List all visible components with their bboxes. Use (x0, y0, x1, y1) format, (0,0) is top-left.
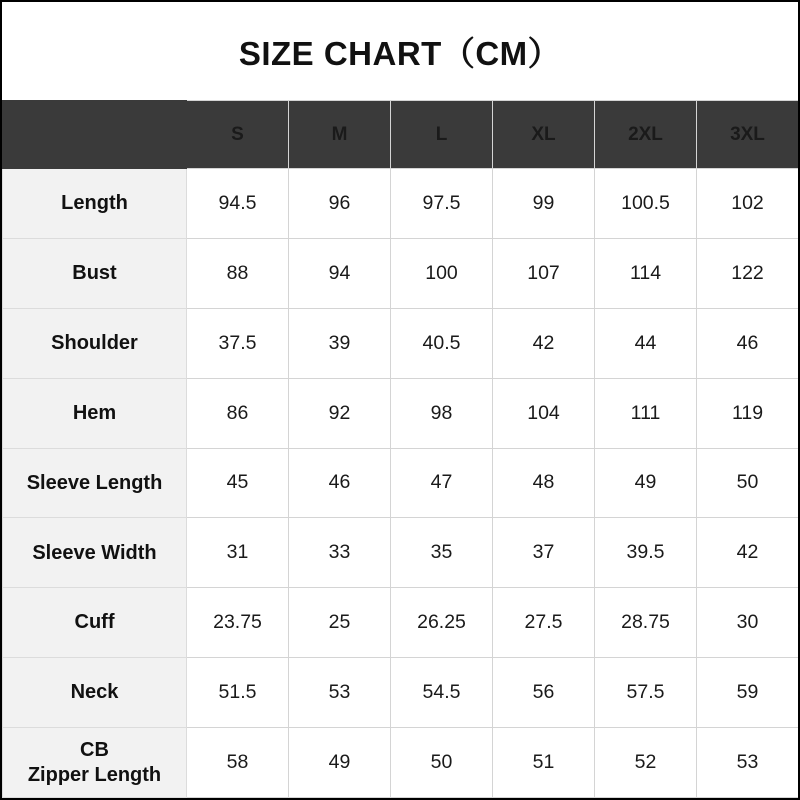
cell-sleeve-width-s: 31 (187, 518, 289, 588)
cell-shoulder-m: 39 (289, 308, 391, 378)
cell-shoulder-xl: 42 (493, 308, 595, 378)
row-label-cuff: Cuff (3, 588, 187, 658)
page-title: SIZE CHART（CM） (238, 34, 562, 72)
cell-neck-xl: 56 (493, 658, 595, 728)
cell-length-3xl: 102 (697, 169, 799, 239)
cell-cb-zipper-length-s: 58 (187, 728, 289, 798)
cell-length-s: 94.5 (187, 169, 289, 239)
cell-sleeve-length-s: 45 (187, 448, 289, 518)
row-label-line-1: CB (80, 739, 109, 762)
cell-hem-2xl: 111 (595, 378, 697, 448)
column-header-l: L (391, 101, 493, 169)
table-row (3, 238, 799, 308)
cell-cuff-3xl: 30 (697, 588, 799, 658)
cell-sleeve-width-2xl: 39.5 (595, 518, 697, 588)
cell-sleeve-width-xl: 37 (493, 518, 595, 588)
header-corner-cell (3, 101, 187, 169)
table-row (3, 518, 799, 588)
table-row (3, 658, 799, 728)
cell-cb-zipper-length-l: 50 (391, 728, 493, 798)
table-row (3, 728, 799, 798)
chart-title-bar (2, 2, 798, 100)
cell-bust-3xl: 122 (697, 238, 799, 308)
cell-cuff-s: 23.75 (187, 588, 289, 658)
cell-hem-m: 92 (289, 378, 391, 448)
header-row (3, 101, 799, 169)
cell-neck-l: 54.5 (391, 658, 493, 728)
table-body (3, 169, 799, 798)
cell-sleeve-width-l: 35 (391, 518, 493, 588)
table-row (3, 588, 799, 658)
cell-hem-l: 98 (391, 378, 493, 448)
row-label-sleeve-width: Sleeve Width (3, 518, 187, 588)
column-header-s: S (187, 101, 289, 169)
cell-sleeve-width-m: 33 (289, 518, 391, 588)
cell-cuff-m: 25 (289, 588, 391, 658)
table-row (3, 308, 799, 378)
cell-length-l: 97.5 (391, 169, 493, 239)
cell-bust-2xl: 114 (595, 238, 697, 308)
cell-cuff-2xl: 28.75 (595, 588, 697, 658)
cell-neck-3xl: 59 (697, 658, 799, 728)
row-label-shoulder: Shoulder (3, 308, 187, 378)
cell-sleeve-width-3xl: 42 (697, 518, 799, 588)
cell-sleeve-length-3xl: 50 (697, 448, 799, 518)
cell-hem-3xl: 119 (697, 378, 799, 448)
table-header (3, 101, 799, 169)
table-row (3, 378, 799, 448)
cell-sleeve-length-xl: 48 (493, 448, 595, 518)
cell-neck-2xl: 57.5 (595, 658, 697, 728)
cell-bust-s: 88 (187, 238, 289, 308)
row-label-hem: Hem (3, 378, 187, 448)
cell-length-xl: 99 (493, 169, 595, 239)
table-row (3, 169, 799, 239)
cell-cuff-l: 26.25 (391, 588, 493, 658)
row-label-bust: Bust (3, 238, 187, 308)
cell-hem-xl: 104 (493, 378, 595, 448)
column-header-3xl: 3XL (697, 101, 799, 169)
table-row (3, 448, 799, 518)
row-label-line-2: Zipper Length (27, 763, 162, 786)
cell-cb-zipper-length-m: 49 (289, 728, 391, 798)
cell-hem-s: 86 (187, 378, 289, 448)
cell-length-m: 96 (289, 169, 391, 239)
cell-shoulder-2xl: 44 (595, 308, 697, 378)
cell-length-2xl: 100.5 (595, 169, 697, 239)
column-header-m: M (289, 101, 391, 169)
cell-cb-zipper-length-xl: 51 (493, 728, 595, 798)
column-header-xl: XL (493, 101, 595, 169)
row-label-length: Length (3, 169, 187, 239)
size-chart-table (2, 100, 799, 798)
cell-shoulder-s: 37.5 (187, 308, 289, 378)
cell-bust-l: 100 (391, 238, 493, 308)
cell-bust-m: 94 (289, 238, 391, 308)
row-label-neck: Neck (3, 658, 187, 728)
cell-cuff-xl: 27.5 (493, 588, 595, 658)
cell-bust-xl: 107 (493, 238, 595, 308)
column-header-2xl: 2XL (595, 101, 697, 169)
cell-neck-s: 51.5 (187, 658, 289, 728)
row-label-sleeve-length: Sleeve Length (3, 448, 187, 518)
cell-neck-m: 53 (289, 658, 391, 728)
cell-sleeve-length-2xl: 49 (595, 448, 697, 518)
cell-cb-zipper-length-3xl: 53 (697, 728, 799, 798)
cell-sleeve-length-l: 47 (391, 448, 493, 518)
cell-shoulder-l: 40.5 (391, 308, 493, 378)
cell-shoulder-3xl: 46 (697, 308, 799, 378)
cell-cb-zipper-length-2xl: 52 (595, 728, 697, 798)
row-label-cb-zipper-length (3, 728, 187, 798)
cell-sleeve-length-m: 46 (289, 448, 391, 518)
